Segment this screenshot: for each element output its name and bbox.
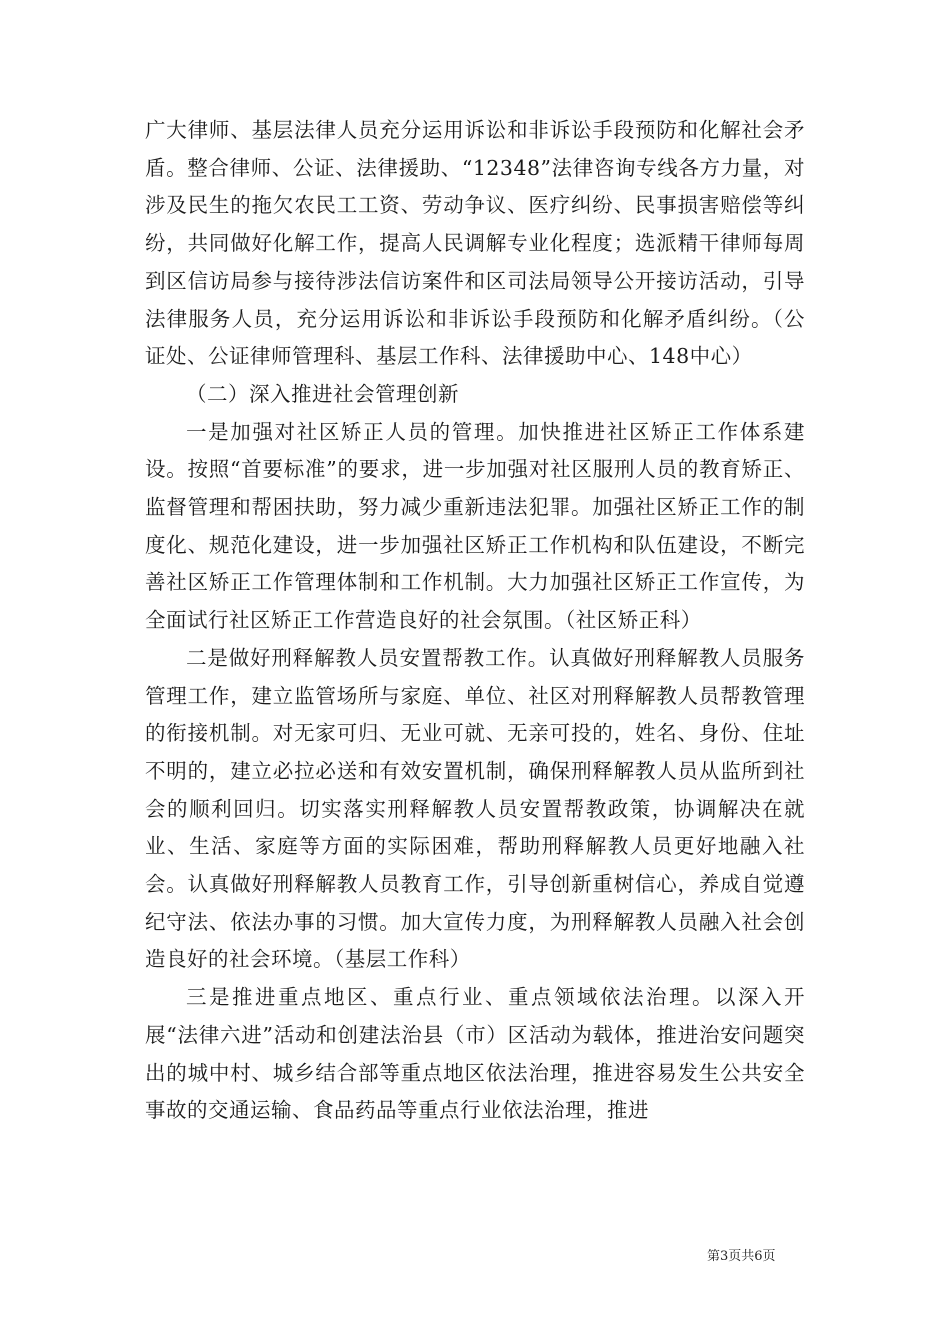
document-body (145, 112, 805, 1130)
page-number: 第3页共6页 (707, 1249, 776, 1264)
paragraph-key-area-governance: 三是推进重点地区、重点行业、重点领域依法治理。以深入开展“法律六进”活动和创建法治县（市）区活动为载体，推进治安问题突出的城中村、城乡结合部等重点地区依法治理，推进容易发生公共安全事故的交通运输、食品药品等重点行业依法治理，推进 (145, 985, 805, 1123)
paragraph-legal-services: 广大律师、基层法律人员充分运用诉讼和非诉讼手段预防和化解社会矛盾。整合律师、公证、法律援助、“12348”法律咨询专线各方力量，对涉及民生的拖欠农民工工资、劳动争议、医疗纠纷、民事损害赔偿等纠纷，共同做好化解工作，提高人民调解专业化程度；选派精干律师每周到区信访局参与接待涉法信访案件和区司法局领导公开接访活动，引导法律服务人员，充分运用诉讼和非诉讼手段预防和化解矛盾纠纷。（公证处、公证律师管理科、基层工作科、法律援助中心、148中心） (145, 118, 805, 369)
paragraph-released-persons-resettlement: 二是做好刑释解教人员安置帮教工作。认真做好刑释解教人员服务管理工作，建立监管场所与家庭、单位、社区对刑释解教人员帮教管理的衔接机制。对无家可归、无业可就、无亲可投的，姓名、身份、住址不明的，建立必拉必送和有效安置机制，确保刑释解教人员从监所到社会的顺利回归。切实落实刑释解教人员安置帮教政策，协调解决在就业、生活、家庭等方面的实际困难，帮助刑释解教人员更好地融入社会。认真做好刑释解教人员教育工作，引导创新重树信心，养成自觉遵纪守法、依法办事的习惯。加大宣传力度，为刑释解教人员融入社会创造良好的社会环境。（基层工作科） (145, 645, 805, 972)
section-heading-social-management: （二）深入推进社会管理创新 (186, 381, 459, 406)
paragraph-community-correction: 一是加强对社区矫正人员的管理。加快推进社区矫正工作体系建设。按照“首要标准”的要求，进一步加强对社区服刑人员的教育矫正、监督管理和帮困扶助，努力减少重新违法犯罪。加强社区矫正工作的制度化、规范化建设，进一步加强社区矫正工作机构和队伍建设，不断完善社区矫正工作管理体制和工作机制。大力加强社区矫正工作宣传，为全面试行社区矫正工作营造良好的社会氛围。（社区矫正科） (145, 419, 805, 633)
